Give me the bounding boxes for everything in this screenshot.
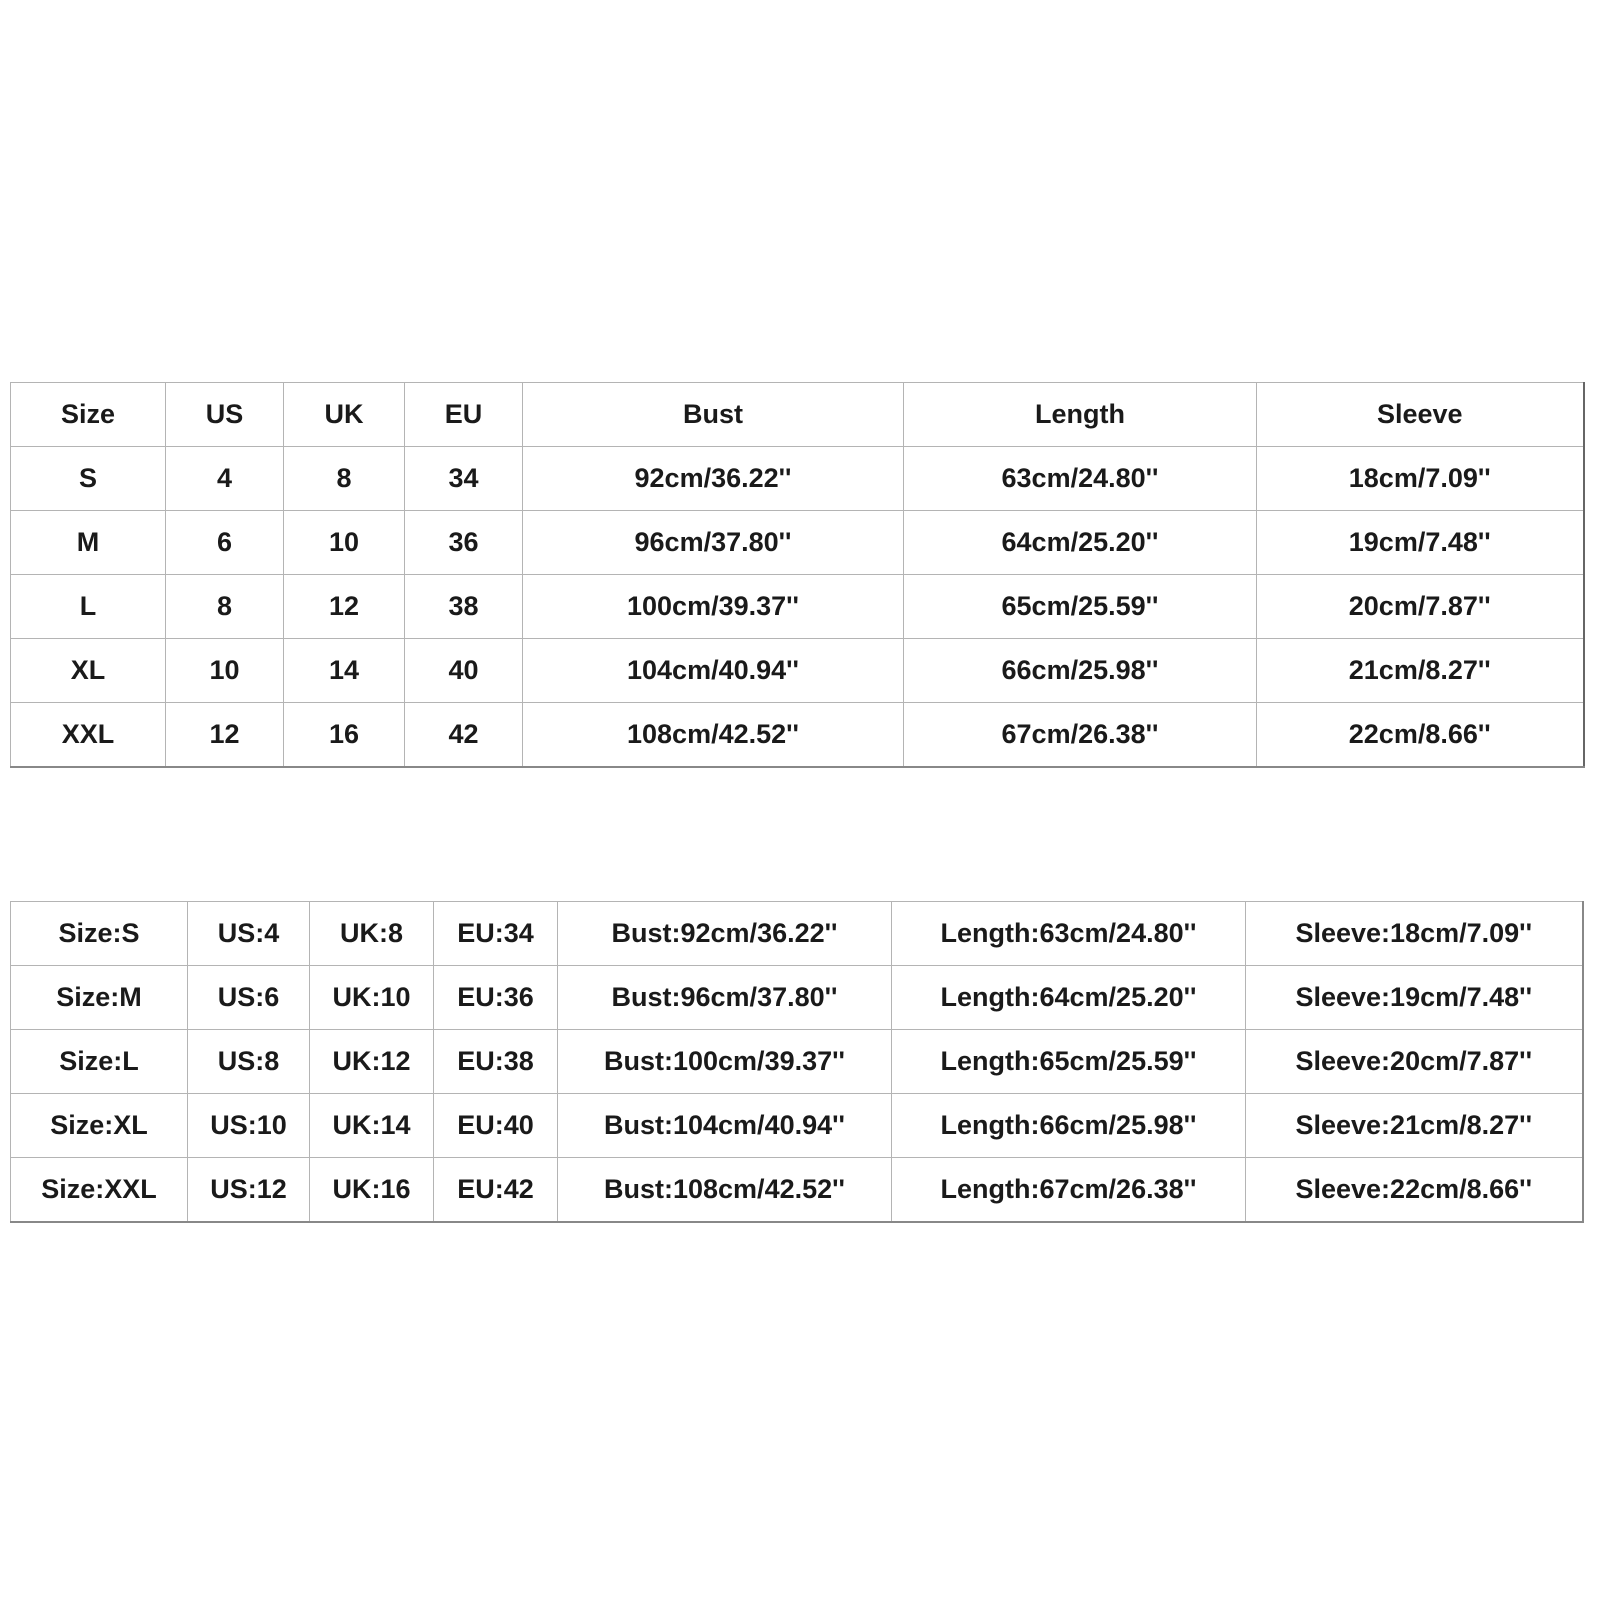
table-cell: 12	[166, 703, 284, 768]
table-cell: 21cm/8.27''	[1257, 639, 1584, 703]
size-chart-labeled-table	[10, 901, 1584, 1223]
table-cell: 36	[405, 511, 523, 575]
table-cell: Length:63cm/24.80''	[892, 902, 1246, 966]
table-cell: EU:38	[434, 1030, 558, 1094]
table-row	[11, 703, 1584, 768]
table-cell: Bust:100cm/39.37''	[558, 1030, 892, 1094]
table-cell: 108cm/42.52''	[523, 703, 904, 768]
table-cell: EU:42	[434, 1158, 558, 1223]
table-cell: 65cm/25.59''	[904, 575, 1257, 639]
header-cell: US	[166, 383, 284, 447]
table-cell: 66cm/25.98''	[904, 639, 1257, 703]
table-cell: 100cm/39.37''	[523, 575, 904, 639]
table-cell: 6	[166, 511, 284, 575]
table-cell: 104cm/40.94''	[523, 639, 904, 703]
table-cell: 63cm/24.80''	[904, 447, 1257, 511]
header-cell: UK	[284, 383, 405, 447]
table-cell: UK:16	[310, 1158, 434, 1223]
table-cell: 18cm/7.09''	[1257, 447, 1584, 511]
table-cell: M	[11, 511, 166, 575]
table-cell: Size:XXL	[11, 1158, 188, 1223]
table-cell: UK:8	[310, 902, 434, 966]
table-cell: 40	[405, 639, 523, 703]
table-cell: Bust:108cm/42.52''	[558, 1158, 892, 1223]
table-cell: Sleeve:22cm/8.66''	[1246, 1158, 1583, 1223]
table-cell: 14	[284, 639, 405, 703]
table-cell: 8	[166, 575, 284, 639]
table-cell: US:8	[188, 1030, 310, 1094]
table-cell: Bust:92cm/36.22''	[558, 902, 892, 966]
table-cell: 4	[166, 447, 284, 511]
table-cell: Size:XL	[11, 1094, 188, 1158]
table-cell: Length:67cm/26.38''	[892, 1158, 1246, 1223]
table-cell: Sleeve:20cm/7.87''	[1246, 1030, 1583, 1094]
table-cell: Size:S	[11, 902, 188, 966]
table-row	[11, 447, 1584, 511]
table-row	[11, 1158, 1583, 1223]
table-cell: EU:36	[434, 966, 558, 1030]
table-cell: Size:L	[11, 1030, 188, 1094]
table-cell: Length:65cm/25.59''	[892, 1030, 1246, 1094]
table-cell: Length:66cm/25.98''	[892, 1094, 1246, 1158]
table-cell: XL	[11, 639, 166, 703]
table-header-row	[11, 383, 1584, 447]
table-cell: 22cm/8.66''	[1257, 703, 1584, 768]
table-cell: UK:14	[310, 1094, 434, 1158]
table-cell: EU:34	[434, 902, 558, 966]
table-cell: L	[11, 575, 166, 639]
table-cell: 16	[284, 703, 405, 768]
table-cell: 92cm/36.22''	[523, 447, 904, 511]
table-cell: Bust:96cm/37.80''	[558, 966, 892, 1030]
header-cell: EU	[405, 383, 523, 447]
table-cell: S	[11, 447, 166, 511]
table-cell: US:10	[188, 1094, 310, 1158]
table-row	[11, 1094, 1583, 1158]
table-cell: 64cm/25.20''	[904, 511, 1257, 575]
header-cell: Sleeve	[1257, 383, 1584, 447]
table-row	[11, 639, 1584, 703]
table-cell: 34	[405, 447, 523, 511]
table-row	[11, 511, 1584, 575]
table-cell: Length:64cm/25.20''	[892, 966, 1246, 1030]
table-cell: 67cm/26.38''	[904, 703, 1257, 768]
table-cell: US:12	[188, 1158, 310, 1223]
header-cell: Bust	[523, 383, 904, 447]
header-cell: Length	[904, 383, 1257, 447]
table-cell: 10	[284, 511, 405, 575]
table-cell: Bust:104cm/40.94''	[558, 1094, 892, 1158]
table-cell: US:6	[188, 966, 310, 1030]
table-row	[11, 966, 1583, 1030]
table-cell: Sleeve:19cm/7.48''	[1246, 966, 1583, 1030]
table-cell: 19cm/7.48''	[1257, 511, 1584, 575]
table-cell: 38	[405, 575, 523, 639]
table-row	[11, 575, 1584, 639]
table-cell: 20cm/7.87''	[1257, 575, 1584, 639]
header-cell: Size	[11, 383, 166, 447]
size-chart-table	[10, 382, 1585, 768]
table-cell: Size:M	[11, 966, 188, 1030]
table-cell: 10	[166, 639, 284, 703]
table-cell: 96cm/37.80''	[523, 511, 904, 575]
table-cell: UK:12	[310, 1030, 434, 1094]
table-cell: EU:40	[434, 1094, 558, 1158]
table-cell: 12	[284, 575, 405, 639]
table-cell: Sleeve:18cm/7.09''	[1246, 902, 1583, 966]
table-cell: 42	[405, 703, 523, 768]
table-row	[11, 902, 1583, 966]
table-row	[11, 1030, 1583, 1094]
table-cell: Sleeve:21cm/8.27''	[1246, 1094, 1583, 1158]
table-cell: XXL	[11, 703, 166, 768]
table-cell: US:4	[188, 902, 310, 966]
table-cell: 8	[284, 447, 405, 511]
table-cell: UK:10	[310, 966, 434, 1030]
